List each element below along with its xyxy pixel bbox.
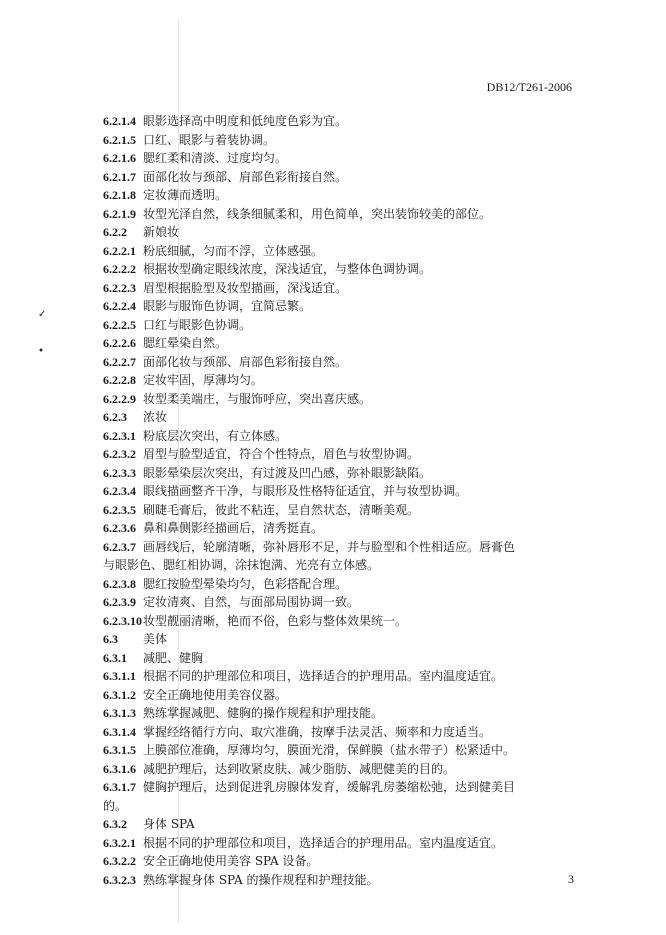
clause-number: 6.2.2.2 [103,262,136,276]
clause-row [103,482,578,501]
clause-number: 6.2.3.2 [103,447,136,461]
clause-text: 安全正确地使用美容 SPA 设备。 [143,854,319,868]
clause-row [103,445,578,464]
clause-row [103,649,578,668]
clause-text: 熟练掌握身体 SPA 的操作规程和护理技能。 [143,872,379,887]
clause-number: 6.2.3.5 [103,502,136,517]
clause-number: 6.2.3.4 [103,484,136,498]
clause-number: 6.2.1.8 [103,188,136,202]
clause-row [103,741,578,760]
clause-row [103,353,578,372]
clause-number: 6.2.3.1 [103,428,136,443]
clause-row [103,630,578,649]
clause-number: 6.2.3.10 [103,613,142,628]
clause-text: 口红与眼影色协调。 [143,317,252,332]
clause-text: 妆型柔美端庄，与服饰呼应，突出喜庆感。 [143,391,372,406]
clause-row [103,464,578,483]
clause-number: 6.2.1.9 [103,206,136,221]
clause-text: 健胸护理后，达到促进乳房腺体发育，缓解乳房萎缩松弛，达到健美目 [143,780,516,794]
clause-text: 减肥、健胸 [143,650,204,665]
clause-text: 鼻和鼻侧影经描画后，清秀挺直。 [143,521,324,535]
clause-number: 6.2.2.6 [103,336,136,350]
clause-number: 6.2.2.7 [103,354,136,369]
clause-number: 6.3.2.2 [103,854,136,868]
document-code: DB12/T261-2006 [486,80,572,94]
clause-row [103,260,578,279]
clause-number: 6.2.1.5 [103,132,136,147]
clause-number: 6.2.2.4 [103,299,136,313]
clause-row [103,279,578,298]
clause-number: 6.2.3.7 [103,539,136,554]
clause-row [103,316,578,335]
clause-text: 面部化妆与颈部、肩部色彩衔接自然。 [143,169,348,184]
clause-row [103,612,578,631]
clause-number: 6.3.1.3 [103,706,136,720]
clause-row [103,427,578,446]
clause-number: 6.3.1 [103,650,127,665]
clause-text: 妆型靓丽清晰，艳而不俗，色彩与整体效果统一。 [143,613,408,628]
clause-text: 眉型与脸型适宜，符合个性特点，眉色与妆型协调。 [143,447,420,461]
clause-row [103,186,578,205]
clause-row [103,297,578,316]
clause-row [103,205,578,224]
page-number: 3 [568,872,574,886]
clause-text: 粉底细腻，匀而不浮，立体感强。 [143,243,324,258]
document-body [103,112,578,889]
clause-text: 面部化妆与颈部、肩部色彩衔接自然。 [143,354,348,369]
clause-number: 6.2.2.9 [103,391,136,406]
clause-text: 定妆牢固，厚薄均匀。 [143,373,264,387]
clause-number: 6.2.3.3 [103,465,136,480]
clause-number: 6.2.3 [103,410,127,424]
clause-number: 6.3.1.7 [103,780,136,794]
clause-number: 6.2.2.3 [103,280,136,295]
clause-text-continuation: 与眼影色、腮红相协调，涂抹饱满、光亮有立体感。 [103,558,380,572]
clause-text: 根据不同的护理部位和项目，选择适合的护理用品。室内温度适宜。 [143,669,504,683]
clause-row [103,334,578,353]
clause-number: 6.3 [103,632,118,646]
clause-row [103,834,578,853]
clause-text: 根据不同的护理部位和项目，选择适合的护理用品。室内温度适宜。 [143,835,504,850]
clause-number: 6.3.2.3 [103,872,136,887]
clause-number: 6.2.2.1 [103,243,136,258]
clause-text: 腮红晕染自然。 [143,336,228,350]
clause-row [103,408,578,427]
clause-text: 眼线描画整齐干净，与眼形及性格特征适宜，并与妆型协调。 [143,484,468,498]
clause-number: 6.2.2 [103,225,127,239]
clause-number: 6.3.1.5 [103,743,136,757]
clause-number: 6.3.2.1 [103,835,136,850]
clause-row [103,723,578,742]
clause-number: 6.2.1.4 [103,114,136,128]
clause-row [103,871,578,890]
clause-number: 6.2.2.8 [103,373,136,387]
clause-text: 新娘妆 [143,225,180,239]
clause-text: 上膜部位准确，厚薄均匀，膜面光滑，保鲜膜（盐水带子）松紧适中。 [143,743,516,757]
clause-text-continuation: 的。 [103,798,128,813]
clause-row [103,371,578,390]
clause-text: 安全正确地使用美容仪器。 [143,687,288,702]
clause-text: 腮红按脸型晕染均匀，色彩搭配合理。 [143,576,348,591]
clause-text: 眼影选择高中明度和低纯度色彩为宜。 [143,114,348,128]
clause-row [103,575,578,594]
clause-row [103,778,578,797]
clause-row [103,686,578,705]
clause-text: 眼影晕染层次突出，有过渡及凹凸感，弥补眼影缺陷。 [143,465,432,480]
clause-text: 掌握经络循行方向、取穴准确，按摩手法灵活、频率和力度适当。 [143,724,492,739]
clause-text: 熟练掌握减肥、健胸的操作规程和护理技能。 [143,706,384,720]
clause-row [103,760,578,779]
clause-text: 口红、眼影与着装协调。 [143,132,276,147]
clause-number: 6.2.3.8 [103,576,136,591]
clause-number: 6.2.3.6 [103,521,136,535]
clause-row [103,519,578,538]
clause-number: 6.3.1.4 [103,724,136,739]
clause-row [103,223,578,242]
clause-row [103,667,578,686]
clause-row [103,704,578,723]
clause-row [103,131,578,150]
clause-text: 妆型光泽自然，线条细腻柔和，用色简单，突出装饰较美的部位。 [143,206,492,221]
clause-row [103,168,578,187]
clause-row [103,149,578,168]
clause-text: 美体 [143,632,168,646]
clause-text: 减肥护理后，达到收紧皮肤、减少脂肪、减肥健美的目的。 [143,761,456,776]
clause-row [103,852,578,871]
clause-number: 6.2.1.6 [103,151,136,165]
clause-text: 腮红柔和清淡、过度均匀。 [143,151,288,165]
margin-mark: • [38,346,44,357]
clause-number: 6.2.2.5 [103,317,136,332]
clause-text: 眼影与服饰色协调，宜简忌繁。 [143,299,312,313]
clause-text: 根据妆型确定眼线浓度，深浅适宜，与整体色调协调。 [143,262,432,276]
clause-row [103,390,578,409]
clause-number: 6.2.3.9 [103,595,136,609]
clause-row [103,501,578,520]
clause-number: 6.2.1.7 [103,169,136,184]
clause-text: 画唇线后，轮廓清晰，弥补唇形不足，并与脸型和个性相适应。唇膏色 [143,539,516,554]
clause-number: 6.3.1.2 [103,687,136,702]
margin-mark: ✓ [38,309,47,320]
clause-text: 浓妆 [143,410,168,424]
clause-text: 定妆清爽、自然，与面部局围协调一致。 [143,595,360,609]
clause-row [103,538,578,557]
clause-text: 身体 SPA [143,817,195,831]
clause-row [103,593,578,612]
clause-number: 6.3.1.1 [103,669,136,683]
clause-text: 刷睫毛膏后，彼此不粘连，呈自然状态，清晰美观。 [143,502,420,517]
clause-row [103,815,578,834]
clause-row [103,112,578,131]
clause-text: 定妆薄而透明。 [143,188,228,202]
clause-text: 眉型根据脸型及妆型描画，深浅适宜。 [143,280,348,295]
clause-text: 粉底层次突出，有立体感。 [143,428,288,443]
clause-number: 6.3.2 [103,817,127,831]
clause-number: 6.3.1.6 [103,761,136,776]
clause-row [103,242,578,261]
